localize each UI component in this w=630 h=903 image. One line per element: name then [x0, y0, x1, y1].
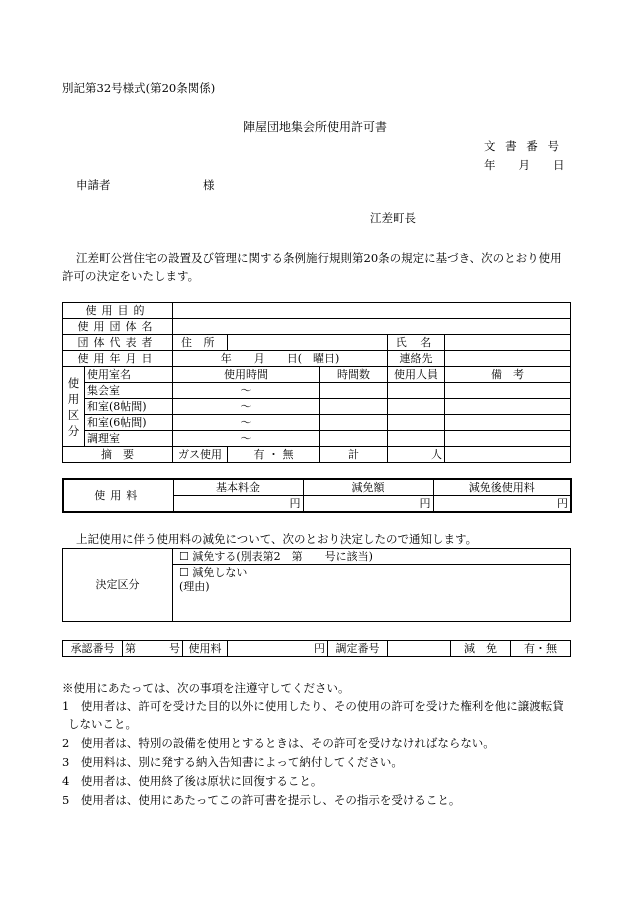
decision-table — [62, 548, 571, 622]
gas-use-label: ガス使用 — [173, 447, 228, 463]
after-reduction-header: 減免後使用料 — [433, 479, 571, 496]
note-5: 5 使用者は、使用にあたってこの許可書を提示し、その指示を受けること。 — [62, 793, 461, 807]
name-label: 氏 名 — [388, 335, 445, 351]
people-field[interactable] — [388, 431, 445, 447]
approval-number-label: 承認番号 — [63, 641, 123, 657]
approval-reduction-label: 減 免 — [451, 641, 511, 657]
address-label: 住 所 — [173, 335, 228, 351]
gas-options[interactable]: 有 ・ 無 — [228, 447, 320, 463]
col-time-header: 使用時間 — [173, 367, 320, 383]
people-unit: 人 — [388, 447, 445, 463]
time-field[interactable]: 〜 — [173, 399, 320, 415]
document-date-label: 年 月 日 — [484, 158, 565, 172]
group-name-field[interactable] — [173, 319, 571, 335]
approval-fee-field[interactable]: 円 — [228, 641, 328, 657]
use-date-field[interactable]: 年 月 日( 曜日) — [173, 351, 388, 367]
usage-division-label: 使用区分 — [63, 367, 85, 447]
time-field[interactable]: 〜 — [173, 415, 320, 431]
summary-blank — [445, 447, 571, 463]
remarks-field[interactable] — [445, 415, 571, 431]
col-room-header: 使用室名 — [85, 367, 173, 383]
room-name: 調理室 — [85, 431, 173, 447]
col-people-header: 使用人員 — [388, 367, 445, 383]
approval-fee-label: 使用料 — [183, 641, 228, 657]
no-reduce-option[interactable]: ☐ 減免しない — [173, 565, 571, 581]
address-field[interactable] — [228, 335, 388, 351]
notes-header: ※使用にあたっては、次の事項を注遵守してください。 — [62, 681, 350, 695]
people-field[interactable] — [388, 383, 445, 399]
room-name: 和室(8帖間) — [85, 399, 173, 415]
adjust-number-label: 調定番号 — [328, 641, 388, 657]
people-field[interactable] — [388, 399, 445, 415]
name-field[interactable] — [445, 335, 571, 351]
room-name: 集会室 — [85, 383, 173, 399]
purpose-field[interactable] — [173, 303, 571, 319]
decision-label: 決定区分 — [63, 549, 173, 622]
hours-field[interactable] — [320, 383, 388, 399]
document-title: 陣屋団地集会所使用許可書 — [242, 120, 387, 134]
group-name-label: 使用団体名 — [63, 319, 173, 335]
remarks-field[interactable] — [445, 431, 571, 447]
contact-field[interactable] — [445, 351, 571, 367]
applicant-label: 申請者 — [76, 178, 111, 192]
contact-label: 連絡先 — [388, 351, 445, 367]
remarks-field[interactable] — [445, 383, 571, 399]
after-reduction-field[interactable]: 円 — [433, 496, 571, 513]
intro-line-2: 許可の決定をいたします。 — [62, 269, 200, 283]
total-label: 計 — [320, 447, 388, 463]
reduction-field[interactable]: 円 — [303, 496, 433, 513]
col-hours-header: 時間数 — [320, 367, 388, 383]
note-1: 1 使用者は、許可を受けた目的以外に使用したり、その使用の許可を受けた権利を他に譲渡転貸 — [62, 699, 564, 713]
hours-field[interactable] — [320, 399, 388, 415]
purpose-label: 使用目的 — [63, 303, 173, 319]
reduction-header: 減免額 — [303, 479, 433, 496]
hours-field[interactable] — [320, 431, 388, 447]
reduce-option[interactable]: ☐ 減免する(別表第2 第 号に該当) — [173, 549, 571, 565]
reason-field[interactable]: (理由) — [173, 580, 571, 621]
applicant-honorific: 様 — [203, 178, 215, 192]
note-2: 2 使用者は、特別の設備を使用とするときは、その許可を受けなければならない。 — [62, 736, 495, 750]
use-date-label: 使用年月日 — [63, 351, 173, 367]
document-number-label: 文 書 番 号 — [484, 139, 562, 153]
hours-field[interactable] — [320, 415, 388, 431]
room-name: 和室(6帖間) — [85, 415, 173, 431]
note-3: 3 使用料は、別に発する納入告知書によって納付してください。 — [62, 755, 403, 769]
adjust-number-field[interactable] — [388, 641, 451, 657]
approval-yes-no[interactable]: 有・無 — [511, 641, 571, 657]
issuer: 江差町長 — [370, 211, 416, 225]
intro-line-1: 江差町公営住宅の設置及び管理に関する条例施行規則第20条の規定に基づき、次のとおり使用 — [76, 251, 562, 265]
note-1-continued: しないこと。 — [68, 717, 137, 731]
base-fee-header: 基本料金 — [173, 479, 303, 496]
time-field[interactable]: 〜 — [173, 431, 320, 447]
time-field[interactable]: 〜 — [173, 383, 320, 399]
note-4: 4 使用者は、使用終了後は原状に回復すること。 — [62, 774, 323, 788]
decision-notice: 上記使用に伴う使用料の減免について、次のとおり決定したので通知します。 — [76, 532, 478, 546]
people-field[interactable] — [388, 415, 445, 431]
fee-table — [62, 478, 572, 513]
usage-table — [62, 302, 571, 463]
base-fee-field[interactable]: 円 — [173, 496, 303, 513]
approval-table — [62, 640, 571, 657]
approval-number-field[interactable]: 第 号 — [123, 641, 183, 657]
remarks-field[interactable] — [445, 399, 571, 415]
summary-label: 摘 要 — [63, 447, 173, 463]
col-remarks-header: 備 考 — [445, 367, 571, 383]
fee-label: 使用料 — [63, 479, 173, 512]
representative-label: 団体代表者 — [63, 335, 173, 351]
form-reference: 別記第32号様式(第20条関係) — [62, 81, 216, 95]
